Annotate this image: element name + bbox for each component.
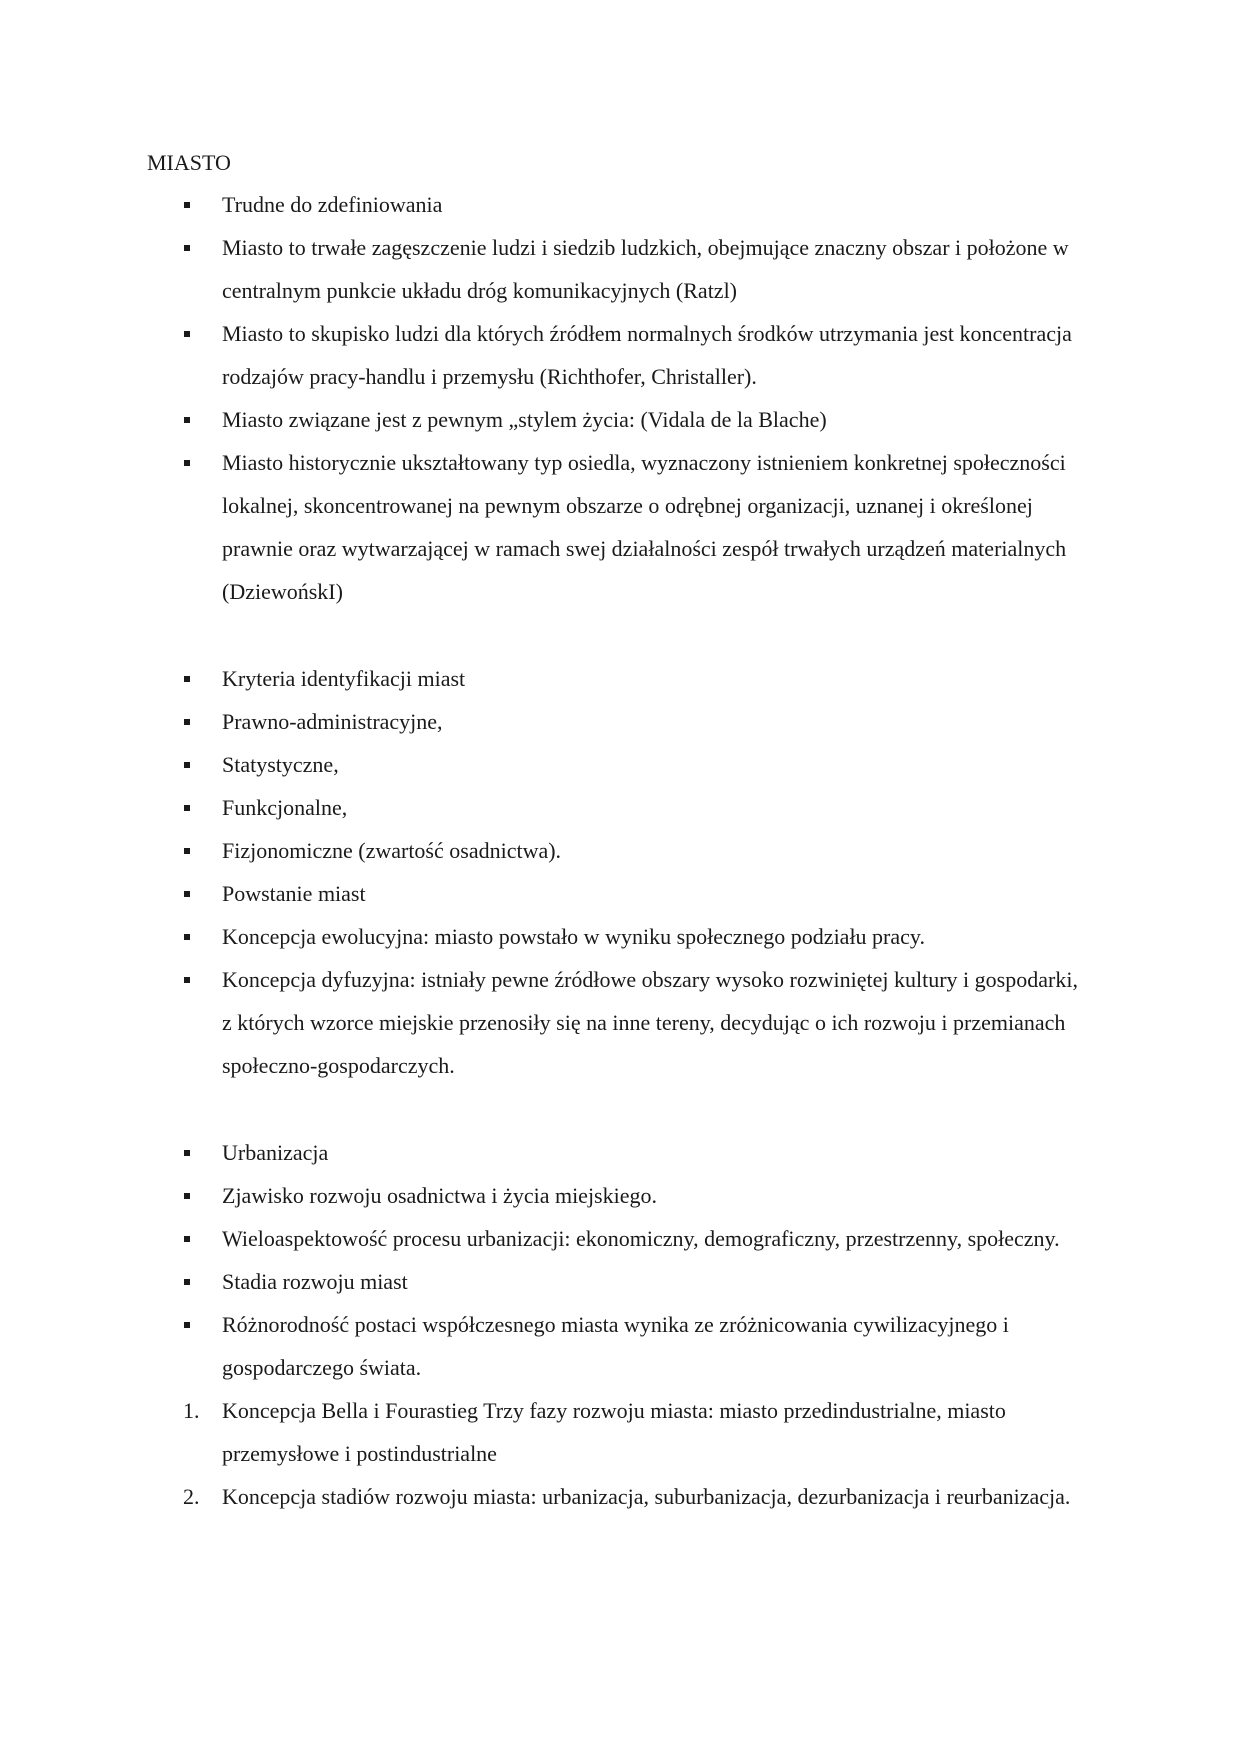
list-item-text: Wieloaspektowość procesu urbanizacji: ekonomiczny, demograficzny, przestrzenny, społeczny. xyxy=(222,1226,1060,1251)
numbered-list-item xyxy=(0,1389,1240,1475)
list-item xyxy=(0,226,1240,312)
list-item-text: Różnorodność postaci współczesnego miasta wynika ze zróżnicowania cywilizacyjnego i gospodarczego świata. xyxy=(222,1312,1009,1380)
list-item-text: Urbanizacja xyxy=(222,1140,329,1165)
square-bullet-icon xyxy=(184,891,190,897)
list-item-text: Miasto historycznie ukształtowany typ osiedla, wyznaczony istnieniem konkretnej społeczności lokalnej, skoncentrowanej na pewnym obszarze o odrębnej organizacji, uznanej i określonej prawnie oraz wytwarzającej w ramach swej działalności zespół trwałych urządzeń materialnych (DziewońskI) xyxy=(222,450,1067,604)
square-bullet-icon xyxy=(184,1279,190,1285)
list-item xyxy=(0,1174,1240,1217)
document-title: MIASTO xyxy=(147,150,231,175)
list-item xyxy=(0,829,1240,872)
square-bullet-icon xyxy=(184,848,190,854)
square-bullet-icon xyxy=(184,1150,190,1156)
square-bullet-icon xyxy=(184,805,190,811)
list-item xyxy=(0,1217,1240,1260)
square-bullet-icon xyxy=(184,676,190,682)
list-item xyxy=(0,1260,1240,1303)
list-number: 2. xyxy=(183,1484,200,1509)
list-item xyxy=(0,183,1240,226)
square-bullet-icon xyxy=(184,460,190,466)
list-item-text: Koncepcja ewolucyjna: miasto powstało w wyniku społecznego podziału pracy. xyxy=(222,924,925,949)
list-item-text: Miasto to trwałe zagęszczenie ludzi i siedzib ludzkich, obejmujące znaczny obszar i położone w centralnym punkcie układu dróg komunikacyjnych (Ratzl) xyxy=(222,235,1069,303)
list-item-text: Koncepcja Bella i Fourastieg Trzy fazy rozwoju miasta: miasto przedindustrialne, miasto przemysłowe i postindustrialne xyxy=(222,1398,1006,1466)
list-item-text: Prawno-administracyjne, xyxy=(222,709,443,734)
list-item-text: Fizjonomiczne (zwartość osadnictwa). xyxy=(222,838,562,863)
bullet-list-urbanization xyxy=(0,1131,1240,1518)
list-item xyxy=(0,786,1240,829)
list-item-text: Powstanie miast xyxy=(222,881,366,906)
list-item-text: Stadia rozwoju miast xyxy=(222,1269,408,1294)
list-item xyxy=(0,398,1240,441)
square-bullet-icon xyxy=(184,719,190,725)
square-bullet-icon xyxy=(184,1236,190,1242)
list-item xyxy=(0,1131,1240,1174)
square-bullet-icon xyxy=(184,762,190,768)
square-bullet-icon xyxy=(184,331,190,337)
list-item xyxy=(0,312,1240,398)
bullet-list-definitions xyxy=(0,183,1240,613)
bullet-list-criteria xyxy=(0,657,1240,1087)
list-item-text: Miasto związane jest z pewnym „stylem życia: (Vidala de la Blache) xyxy=(222,407,827,432)
square-bullet-icon xyxy=(184,1193,190,1199)
square-bullet-icon xyxy=(184,245,190,251)
square-bullet-icon xyxy=(184,1322,190,1328)
list-item xyxy=(0,872,1240,915)
numbered-list-item xyxy=(0,1475,1240,1518)
list-item-text: Zjawisko rozwoju osadnictwa i życia miejskiego. xyxy=(222,1183,657,1208)
list-item-text: Trudne do zdefiniowania xyxy=(222,192,443,217)
square-bullet-icon xyxy=(184,977,190,983)
list-item-text: Funkcjonalne, xyxy=(222,795,348,820)
list-item-text: Miasto to skupisko ludzi dla których źródłem normalnych środków utrzymania jest koncentracja rodzajów pracy-handlu i przemysłu (Richthofer, Christaller). xyxy=(222,321,1072,389)
square-bullet-icon xyxy=(184,202,190,208)
list-item-text: Koncepcja stadiów rozwoju miasta: urbanizacja, suburbanizacja, dezurbanizacja i reurbanizacja. xyxy=(222,1484,1071,1509)
list-item-text: Statystyczne, xyxy=(222,752,339,777)
list-number: 1. xyxy=(183,1398,200,1423)
square-bullet-icon xyxy=(184,934,190,940)
square-bullet-icon xyxy=(184,417,190,423)
list-item xyxy=(0,915,1240,958)
list-item xyxy=(0,958,1240,1087)
list-item xyxy=(0,441,1240,613)
list-item xyxy=(0,1303,1240,1389)
list-item-text: Kryteria identyfikacji miast xyxy=(222,666,466,691)
list-item xyxy=(0,657,1240,700)
list-item xyxy=(0,743,1240,786)
list-item-text: Koncepcja dyfuzyjna: istniały pewne źródłowe obszary wysoko rozwiniętej kultury i gospodarki, z których wzorce miejskie przenosiły się na inne tereny, decydując o ich rozwoju i przemianach społeczno-gospodarczych. xyxy=(222,967,1078,1078)
list-item xyxy=(0,700,1240,743)
